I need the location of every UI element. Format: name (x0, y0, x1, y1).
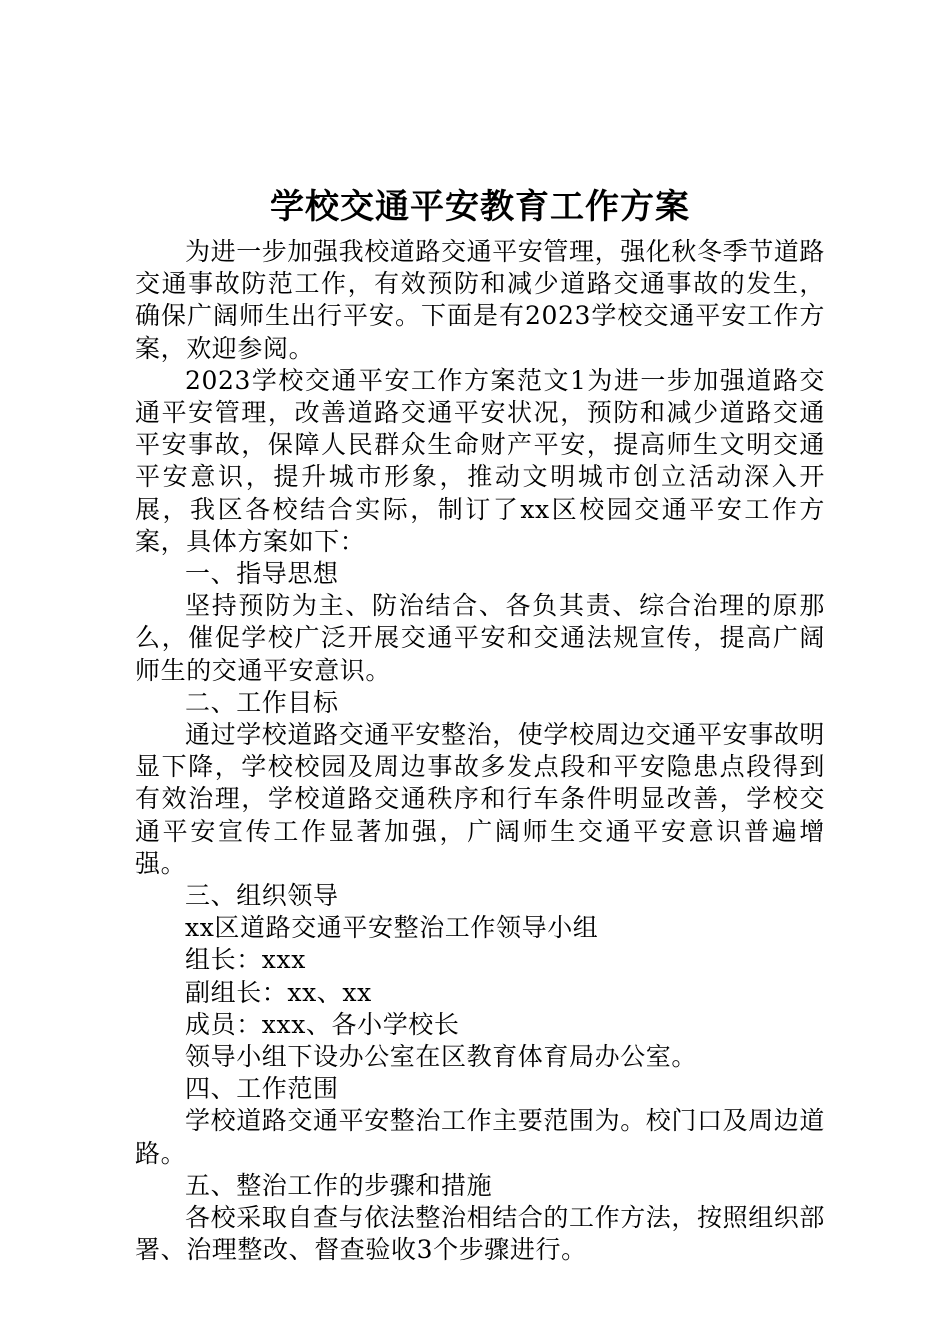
document-title: 学校交通平安教育工作方案 (270, 187, 690, 227)
section-heading-work-scope: 四、工作范围 (185, 1074, 339, 1104)
paragraph-sample-intro: 2023学校交通平安工作方案范文1为进一步加强道路交通平安管理，改善道路交通平安状况，预防和减少道路交通平安事故，保障人民群众生命财产平安，提高师生文明交通平安意识，提升城市形象，推动文明城市创立活动深入开展，我区各校结合实际，制订了xx区校园交通平安工作方案，具体方案如下： (135, 365, 825, 556)
section-heading-work-goals: 二、工作目标 (185, 687, 339, 717)
paragraph-leading-group: xx区道路交通平安整治工作领导小组 (185, 913, 599, 943)
paragraph-work-scope: 学校道路交通平安整治工作主要范围为。校门口及周边道路。 (135, 1106, 826, 1168)
document-page (135, 180, 825, 1267)
paragraph-office: 领导小组下设办公室在区教育体育局办公室。 (185, 1042, 698, 1072)
paragraph-steps-measures: 各校采取自查与依法整治相结合的工作方法，按照组织部署、治理整改、督查验收3个步骤进行。 (135, 1203, 826, 1265)
paragraph-group-leader: 组长：xxx (185, 945, 306, 975)
section-heading-steps-measures: 五、整治工作的步骤和措施 (185, 1170, 493, 1200)
paragraph-intro: 为进一步加强我校道路交通平安管理，强化秋冬季节道路交通事故防范工作，有效预防和减少道路交通事故的发生，确保广阔师生出行平安。下面是有2023学校交通平安工作方案，欢迎参阅。 (135, 237, 826, 363)
section-heading-guiding-ideology: 一、指导思想 (185, 559, 339, 589)
paragraph-members: 成员：xxx、各小学校长 (185, 1009, 460, 1039)
paragraph-guiding-ideology: 坚持预防为主、防治结合、各负其责、综合治理的原那么，催促学校广泛开展交通平安和交通法规宣传，提高广阔师生的交通平安意识。 (135, 591, 825, 685)
section-heading-organization: 三、组织领导 (185, 881, 339, 911)
paragraph-deputy-leader: 副组长：xx、xx (185, 977, 372, 1007)
paragraph-work-goals: 通过学校道路交通平安整治，使学校周边交通平安事故明显下降，学校校园及周边事故多发点段和平安隐患点段得到有效治理，学校道路交通秩序和行车条件明显改善，学校交通平安宣传工作显著加强，广阔师生交通平安意识普遍增强。 (135, 720, 826, 878)
